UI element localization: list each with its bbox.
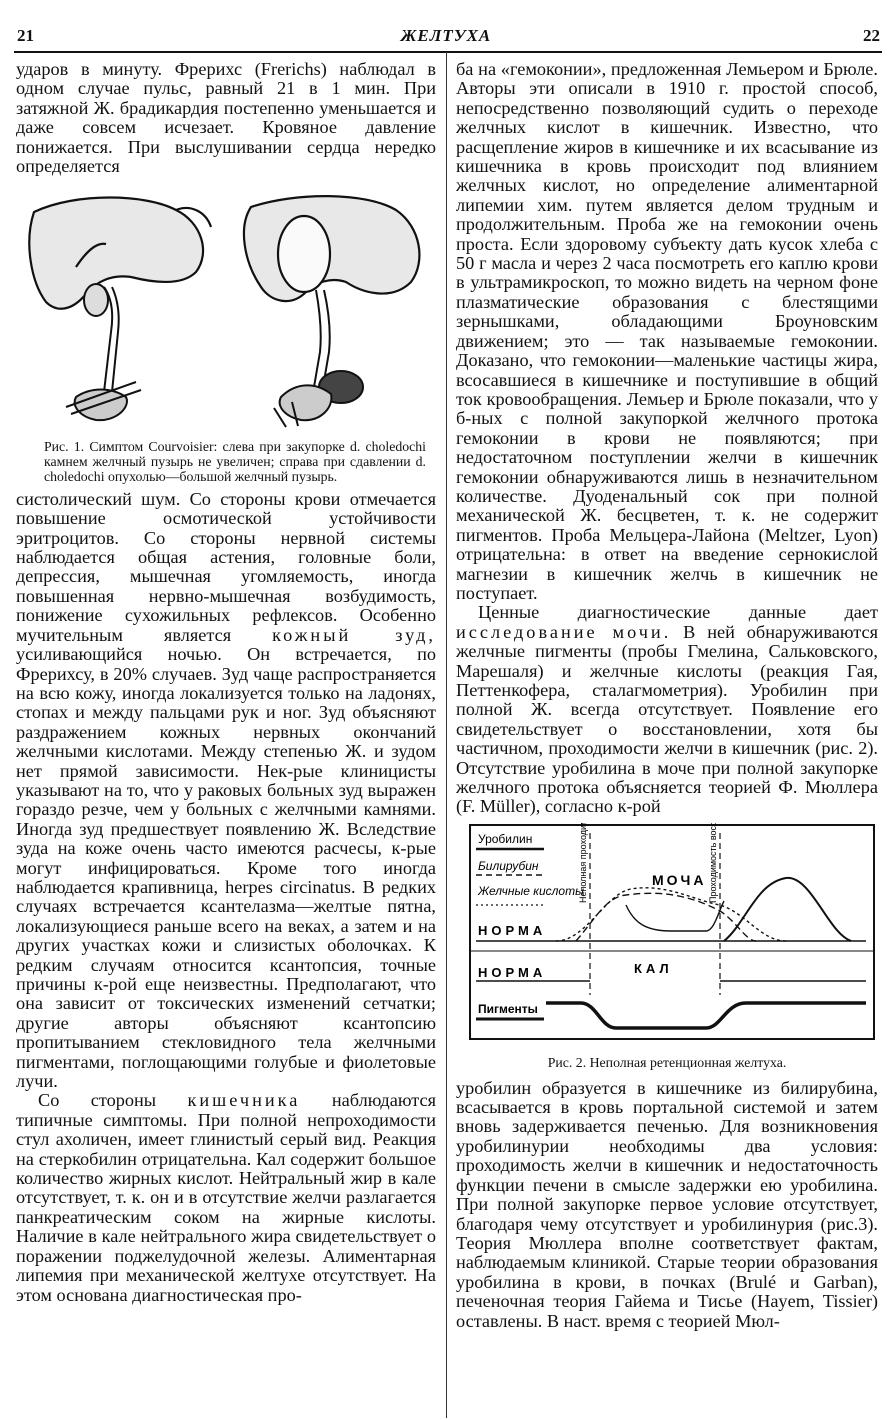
figure-1 [16, 182, 436, 483]
figure-2-diagram [456, 823, 878, 1045]
left-paragraph-3-part-b: наблюдаются типичные симптомы. При полной непроходимости стул ахоличен, имеет глинистый серый вид. Реакция на стеркобилин отрицательна. Кал содержит большое количество жирных кислот. Нейтральный жир в кале отсутствует, т. к. он и в отсутствие желчи разлагается панкреатическим соком на жирные кислоты. Наличие в кале нейтрального жира свидетельствует о поражении поджелудочной железы. Алиментарная липемия при механической желтухе отсутствует. На этом основана диагностическая про- [16, 1090, 436, 1305]
left-paragraph-1: ударов в минуту. Фрерихс (Frerichs) наблюдал в одном случае пульс, равный 21 в 1 мин. При затяжной Ж. брадикардия постепенно уменьшается и даже совсем исчезает. Кровяное давление понижается. При выслушивании сердца нередко определяется [16, 59, 436, 177]
duct-right-illustration [274, 290, 363, 427]
figure-2 [456, 823, 878, 1073]
left-paragraph-2-part-b: усиливающийся ночью. Он встречается, по Фрерихсу, в 20% случаев. Зуд чаще распространяется на всю кожу, иногда локализуется только на ладонях, стопах и между пальцами рук и ног. Зуд объясняют раздражением кожных нервных окончаний желчными кислотами. Между степенью Ж. и зудом нет прямой зависимости. Нек-рые клиницисты указывают на то, что у раковых больных зуд выражен гораздо резче, чем у больных с желчными камнями. Иногда зуд предшествует появлению Ж. Вследствие зуда на коже очень часто имеются расчесы, к-рые могут инфицироваться. Кроме того иногда наблюдается крапивница, herpes circinatus. В редких случаях встречается ксантелазма—желтые пятна, локализующиеся раньше всего на веках, а затем и на других участках кожи и слизистых оболочках. К редким случаям относится ксантопсия, точные причины к-рой еще неизвестны. Предполагают, что она зависит от токсических изменений сетчатки; другие авторы объясняют ксантопсию пропитыванием стекловидного тела желчными пигментами, поглощающими голубые и фиолетовые лучи. [16, 644, 436, 1092]
legend-pigments: Пигменты [478, 1001, 538, 1016]
right-column [456, 60, 878, 1331]
norm-label-1: НОРМА [478, 922, 547, 938]
emphasis-intestine: кишечника [187, 1090, 301, 1111]
figure-2-caption: Рис. 2. Неполная ретенционная желтуха. [547, 1055, 787, 1071]
right-paragraph-1: ба на «гемоконии», предложенная Лемьером и Брюле. Авторы эти описали в 1910 г. простой способ, непосредственно позволяющий судить о переходе желчных кислот в кишечник. Известно, что расщепление жиров в кишечнике и их всасывание из кишечника в кровь происходит под влиянием желчных кислот, но определение алиментарной липемии хим. путем является делом трудным и продолжительным. Проба же на гемоконии очень проста. Если здоровому субъекту дать кусок хлеба с 50 г масла и через 2 часа посмотреть его каплю крови в ультрамикроскоп, то можно видеть на черном фоне плазматические образования с блестящими зернышками, обладающими Броуновским движением; это — так называемые гемоконии. Доказано, что гемоконии—маленькие частицы жира, всосавшиеся в кишечнике и поступившие в общий ток кровообращения. Лемьер и Брюле показали, что у б-ных с полной закупоркой желчного протока гемоконии в крови не появляются; при недостаточном поступлении желчи в кишечник гемоконии обнаруживаются лишь в незначительном количестве. Дуоденальный сок при полной механической Ж. бесцветен, т. к. не содержит пигментов. Проба Мельцера-Лайона (Meltzer, Lyon) отрицательна: в ответ на введение сернокислой магнезии в кишечник желчь в кишечник не поступает. [456, 59, 878, 603]
emphasis-itching: кожный зуд, [272, 624, 437, 645]
right-paragraph-2-part-a: Ценные диагностические данные дает [478, 602, 878, 623]
vline-partial-label: Неполная проходимость [578, 822, 588, 903]
norm-label-2: НОРМА [478, 964, 547, 980]
page-number-right: 22 [863, 26, 880, 45]
running-title: ЖЕЛТУХА [400, 26, 492, 45]
left-paragraph-2-part-a: систолический шум. Со стороны крови отмечается повышение осмотической устойчивости эритроцитов. Со стороны нервной системы наблюдается общая астения, головные боли, депрессия, мышечная угомляемость, иногда повышенная нервно-мышечная возбудимость, понижение сухожильных рефлексов. Особенно мучительным является [16, 488, 436, 645]
liver-left-illustration [29, 198, 211, 309]
duct-left-illustration [66, 284, 141, 420]
left-column [16, 60, 436, 1305]
left-paragraph-3 [16, 1091, 436, 1304]
vline-restored-label: Проходимость восстановлена [708, 822, 718, 903]
left-paragraph-2 [16, 490, 436, 1092]
column-divider [446, 52, 447, 1418]
figure-1-illustration [16, 182, 436, 432]
legend-bile-acids: Желчные кислоты [478, 883, 584, 898]
right-paragraph-3: уробилин образуется в кишечнике из билирубина, всасывается в кровь портальной системой и затем вновь задерживается печенью. Для возникновения уробилинурии необходимы два условия: проходимость желчи в кишечник и недостаточность функции печени в смысле задержки ею уробилина. При полной закупорке первое условие отсутствует, благодаря чему отсутствует и уробилинурия (рис.3). Теория Мюллера вполне соответствует фактам, наблюдаемым клиникой. Старые теории образования уробилина в крови, в почках (Brulé и Garban), печеночная теория Гайема и Тисье (Hayem, Tissier) оставлены. В наст. время с теорией Мюл- [456, 1077, 878, 1331]
urine-label: МОЧА [652, 871, 707, 888]
legend-bilirubin: Билирубин [478, 858, 539, 873]
right-paragraph-2-part-b: В ней обнаруживаются желчные пигменты (пробы Гмелина, Сальковского, Марешаля) и желчные кислоты (реакция Гая, Петтенкофера, сталагмометрия). Уробилин при полной Ж. всегда отсутствует. Появление его свидетельствует о восстановлении, хотя бы частичном, проходимости желчи в кишечник (рис. 2). Отсутствие уробилина в моче при полной закупорке желчного протока объясняется теорией Ф. Мюллера (F. Müller), согласно к-рой [456, 621, 878, 817]
page-header [0, 22, 892, 50]
left-paragraph-3-part-a: Со стороны [38, 1090, 157, 1111]
emphasis-urine: исследование мочи. [456, 621, 672, 642]
right-paragraph-2 [456, 603, 878, 816]
figure-1-caption: Рис. 1. Симптом Courvoisier: слева при закупорке d. choledochi камнем желчный пузырь не увеличен; справа при сдавлении d. choledochi опухолью—большой желчный пузырь. [44, 438, 426, 484]
legend-urobilin: Уробилин [478, 831, 533, 846]
stool-label: КАЛ [634, 960, 673, 976]
header-rule [14, 51, 882, 53]
liver-right-illustration [244, 197, 419, 302]
page-number-left: 21 [17, 26, 34, 45]
